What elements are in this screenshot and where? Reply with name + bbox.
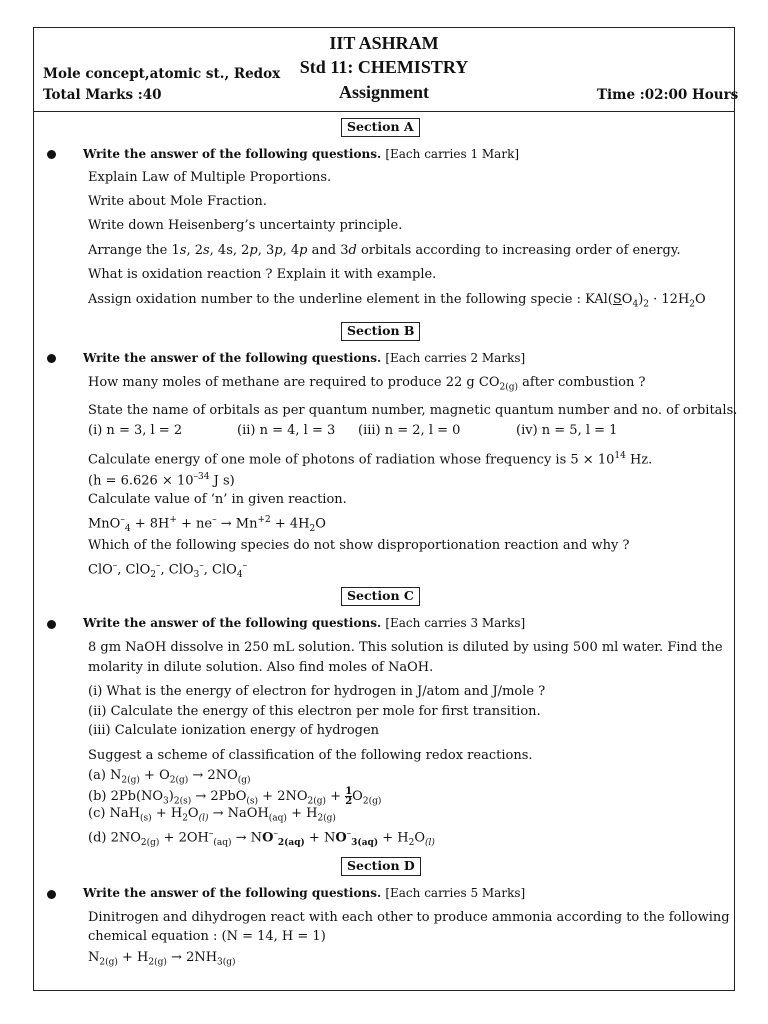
section-c-instruction: Write the answer of the following questions. [Each carries 3 Marks]: [83, 616, 526, 630]
question-c2-part-iii: (iii) Calculate ionization energy of hydrogen: [88, 723, 380, 738]
option-b2-i: (i) n = 3, l = 2: [88, 423, 183, 438]
time-label: Time :02:00 Hours: [597, 87, 739, 103]
doc-type: Assignment: [338, 82, 429, 102]
option-b2-iii: (iii) n = 2, l = 0: [358, 423, 461, 438]
question-b2: State the name of orbitals as per quantum number, magnetic quantum number and no. of orbitals.: [88, 403, 738, 418]
topic-label: Mole concept,atomic st., Redox: [43, 66, 281, 82]
question-a3: Write down Heisenberg’s uncertainty principle.: [88, 218, 403, 233]
question-c1-line2: molarity in dilute solution. Also find moles of NaOH.: [88, 660, 434, 675]
question-d1-line2: chemical equation : (N = 14, H = 1): [88, 929, 326, 944]
question-b4: Calculate value of ‘n’ in given reaction.: [88, 492, 347, 507]
bullet-icon: [47, 354, 56, 363]
question-a6: Assign oxidation number to the underline element in the following specie : $KAl(SO_4)_2 \cdot 12H_2O$: [88, 292, 706, 310]
question-b4-equation: $MnO^-_4 + 8H^+ + ne^- \to Mn^{+2} + 4H_2O$: [88, 515, 326, 534]
institute-name: IIT ASHRAM: [329, 33, 439, 53]
question-c1-line1: 8 gm NaOH dissolve in 250 mL solution. This solution is diluted by using 500 ml water. Find the: [88, 640, 723, 655]
question-a5: What is oxidation reaction ? Explain it with example.: [88, 267, 437, 282]
question-b3: Calculate energy of one mole of photons of radiation whose frequency is $5 \times 10^{14}$ Hz.: [88, 451, 653, 468]
section-a-title: Section A: [341, 118, 420, 137]
question-c3: Suggest a scheme of classification of the following redox reactions.: [88, 748, 533, 763]
bullet-icon: [47, 150, 56, 159]
section-b-instruction: Write the answer of the following questions. [Each carries 2 Marks]: [83, 351, 526, 365]
section-d-instruction: Write the answer of the following questions. [Each carries 5 Marks]: [83, 886, 526, 900]
course-title: Std 11: CHEMISTRY: [299, 57, 469, 77]
option-b2-iv: (iv) n = 5, l = 1: [516, 423, 618, 438]
reaction-c: (c) $NaH_{(s)} + H_2O_{(l)}$ → NaOH$_{(aq)}$ + $H_{2(g)}$: [88, 806, 336, 824]
bullet-icon: [47, 620, 56, 629]
question-c2-part-i: (i) What is the energy of electron for hydrogen in J/atom and J/mole ?: [88, 684, 546, 699]
question-c2-part-ii: (ii) Calculate the energy of this electron per mole for first transition.: [88, 704, 541, 719]
question-a2: Write about Mole Fraction.: [88, 194, 267, 209]
question-d1-equation: $N_{2(g)} + H_{2(g)} \to 2NH_{3(g)}$: [88, 950, 236, 968]
section-c-title: Section C: [341, 587, 420, 606]
reaction-d: (d) $2NO_{2(g)} + 2OH^-_{(aq)} \to NO^-_{2(aq)} + NO^-_{3(aq)} + H_2O_{(l)}$: [88, 829, 435, 848]
question-b1: How many moles of methane are required to produce 22 g $CO_{2(g)}$ after combustion ?: [88, 375, 646, 393]
question-b3-given: ($h = 6.626 \times 10^{-34}$ J s): [88, 472, 235, 489]
section-d-title: Section D: [341, 857, 421, 876]
section-a-instruction: Write the answer of the following questions. [Each carries 1 Mark]: [83, 147, 520, 161]
question-d1-line1: Dinitrogen and dihydrogen react with each other to produce ammonia according to the following: [88, 910, 730, 925]
question-b5: Which of the following species do not show disproportionation reaction and why ?: [88, 538, 630, 553]
option-b2-ii: (ii) n = 4, l = 3: [237, 423, 336, 438]
question-a4: Arrange the 1s, 2s, 4s, 2p, 3p, 4p and 3d orbitals according to increasing order of energy.: [88, 243, 681, 258]
header-divider: [33, 111, 735, 112]
question-a1: Explain Law of Multiple Proportions.: [88, 170, 332, 185]
question-b5-species: ClO–, ClO$_2$–, ClO$_3$–, ClO$_4$–: [88, 561, 248, 580]
total-marks: Total Marks :40: [43, 87, 162, 103]
bullet-icon: [47, 890, 56, 899]
reaction-b: (b) $2Pb(NO_3)_{2(s)} \to 2PbO_{(s)} + 2NO_{2(g)}$ + $\frac{1}{2}$ $O_{2(g)}$: [88, 786, 382, 807]
section-b-title: Section B: [341, 322, 420, 341]
reaction-a: (a) $N_{2(g)} + O_{2(g)} \to 2NO_{(g)}$: [88, 768, 251, 786]
